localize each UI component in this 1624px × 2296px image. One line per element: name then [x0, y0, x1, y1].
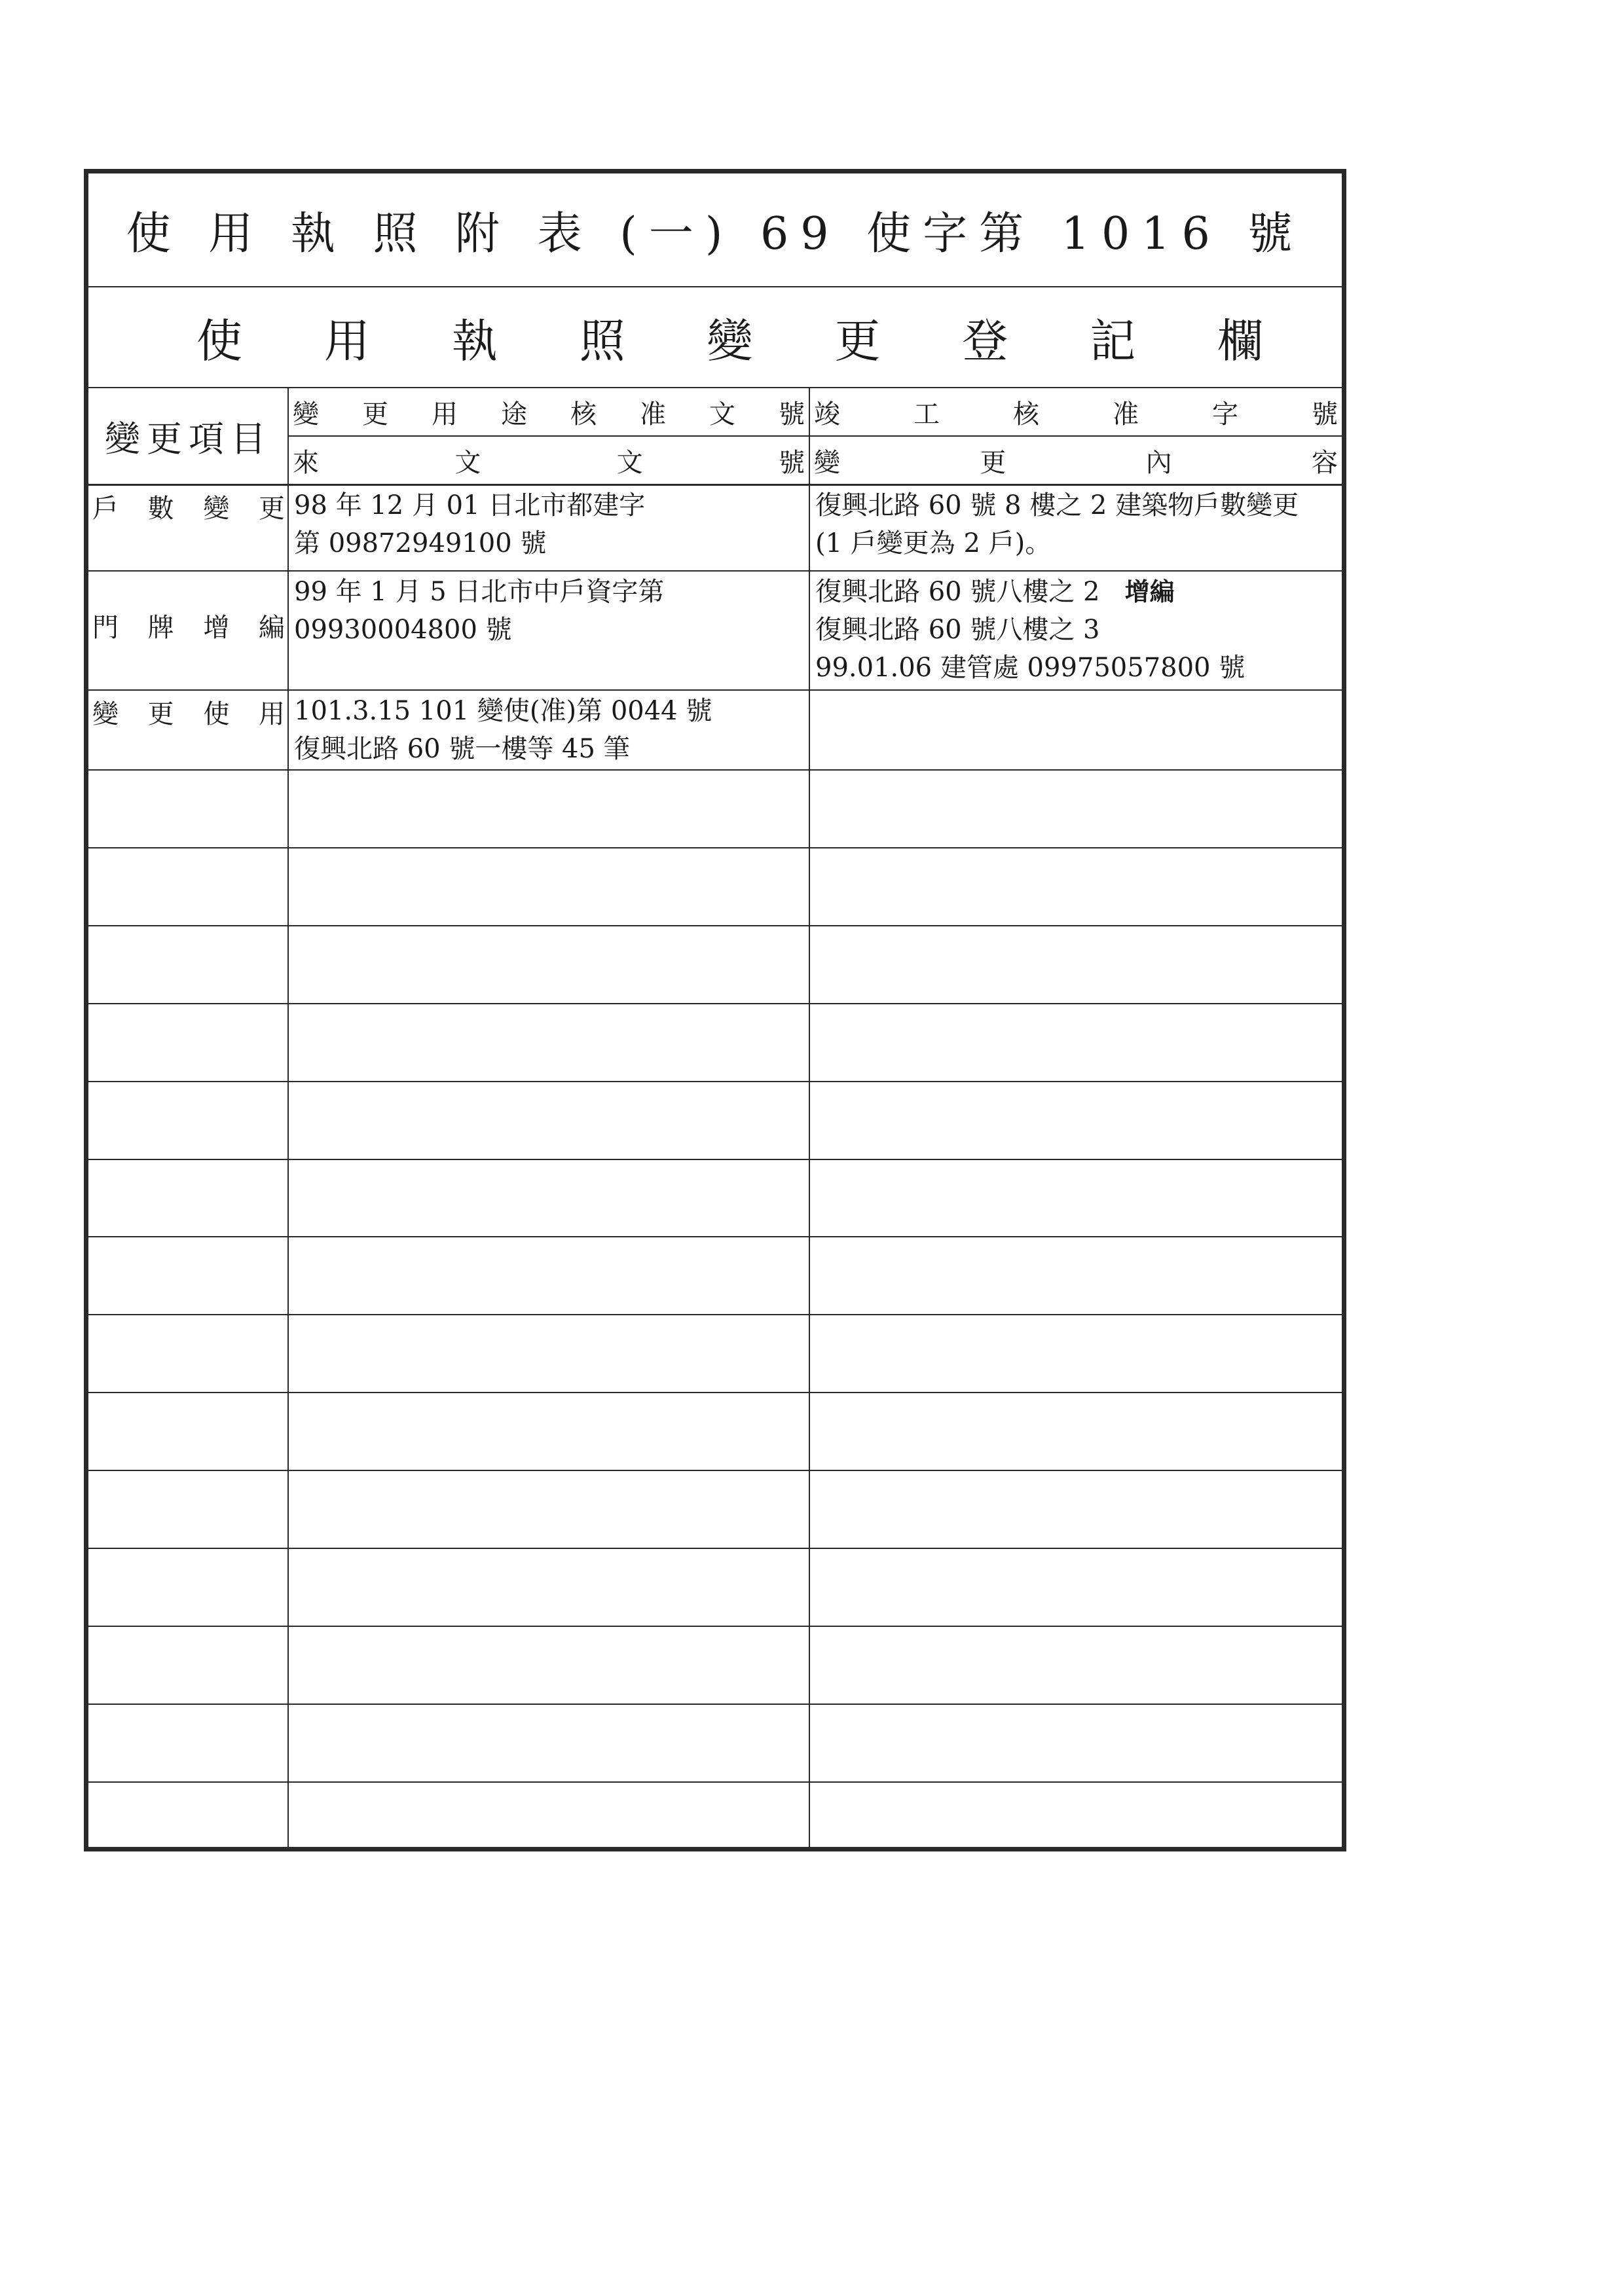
empty-row-line	[88, 1081, 1342, 1082]
header-incoming-doc-no: 來 文 文 號	[293, 447, 805, 478]
usage-permit-form	[84, 169, 1346, 1851]
header-item-label: 變更項目	[105, 418, 272, 460]
empty-row-line	[88, 1548, 1342, 1549]
added-tag: 增編	[1124, 577, 1175, 606]
form-title-row	[88, 173, 1342, 287]
entry-content-household-change: 復興北路 60 號 8 樓之 2 建築物戶數變更 (1 戶變更為 2 戶)。	[815, 490, 1299, 558]
entry-doc-use-change: 101.3.15 101 變使(准)第 0044 號 復興北路 60 號一樓等 45 筆	[294, 696, 712, 764]
header-completion-approval-no: 竣 工 核 准 字 號	[814, 399, 1338, 429]
entry-doc-household-change: 98 年 12 月 01 日北市都建字 第 09872949100 號	[294, 490, 646, 558]
empty-row-line	[88, 1626, 1342, 1627]
form-title: 使 用 執 照 附 表 (一) 69 使字第 1016 號	[126, 208, 1304, 260]
empty-row-line	[88, 1236, 1342, 1237]
header-approval-doc-no: 變 更 用 途 核 准 文 號	[293, 399, 805, 429]
section-title-row	[88, 287, 1342, 388]
entry-item-household-change: 戶 數 變 更	[92, 493, 285, 524]
column-divider-2	[809, 388, 810, 1851]
entry-doc-address-added: 99 年 1 月 5 日北市中戶資字第 09930004800 號	[294, 577, 665, 645]
empty-row-line	[88, 925, 1342, 926]
empty-row-line	[88, 1392, 1342, 1393]
header-bottom-line	[88, 484, 1342, 486]
empty-row-line	[88, 1781, 1342, 1783]
empty-row-line	[88, 1704, 1342, 1705]
empty-row-line	[88, 847, 1342, 848]
empty-row-line	[88, 1003, 1342, 1004]
entry-divider	[88, 570, 1342, 572]
empty-row-line	[88, 1470, 1342, 1471]
entry-item-use-change: 變 更 使 用	[92, 699, 285, 729]
section-title: 使 用 執 照 變 更 登 記 欄	[196, 314, 1263, 368]
empty-row-line	[88, 1314, 1342, 1315]
empty-row-line	[88, 1159, 1342, 1160]
entry-item-address-added: 門 牌 增 編	[92, 612, 285, 643]
entry-content-address-added: 復興北路 60 號八樓之 2 增編 復興北路 60 號八樓之 3 99.01.06 建管處 09975057800 號	[815, 577, 1246, 683]
empty-row-line	[88, 769, 1342, 771]
header-change-content: 變 更 內 容	[814, 447, 1338, 478]
column-divider-1	[287, 388, 289, 1851]
entry-divider	[88, 689, 1342, 691]
